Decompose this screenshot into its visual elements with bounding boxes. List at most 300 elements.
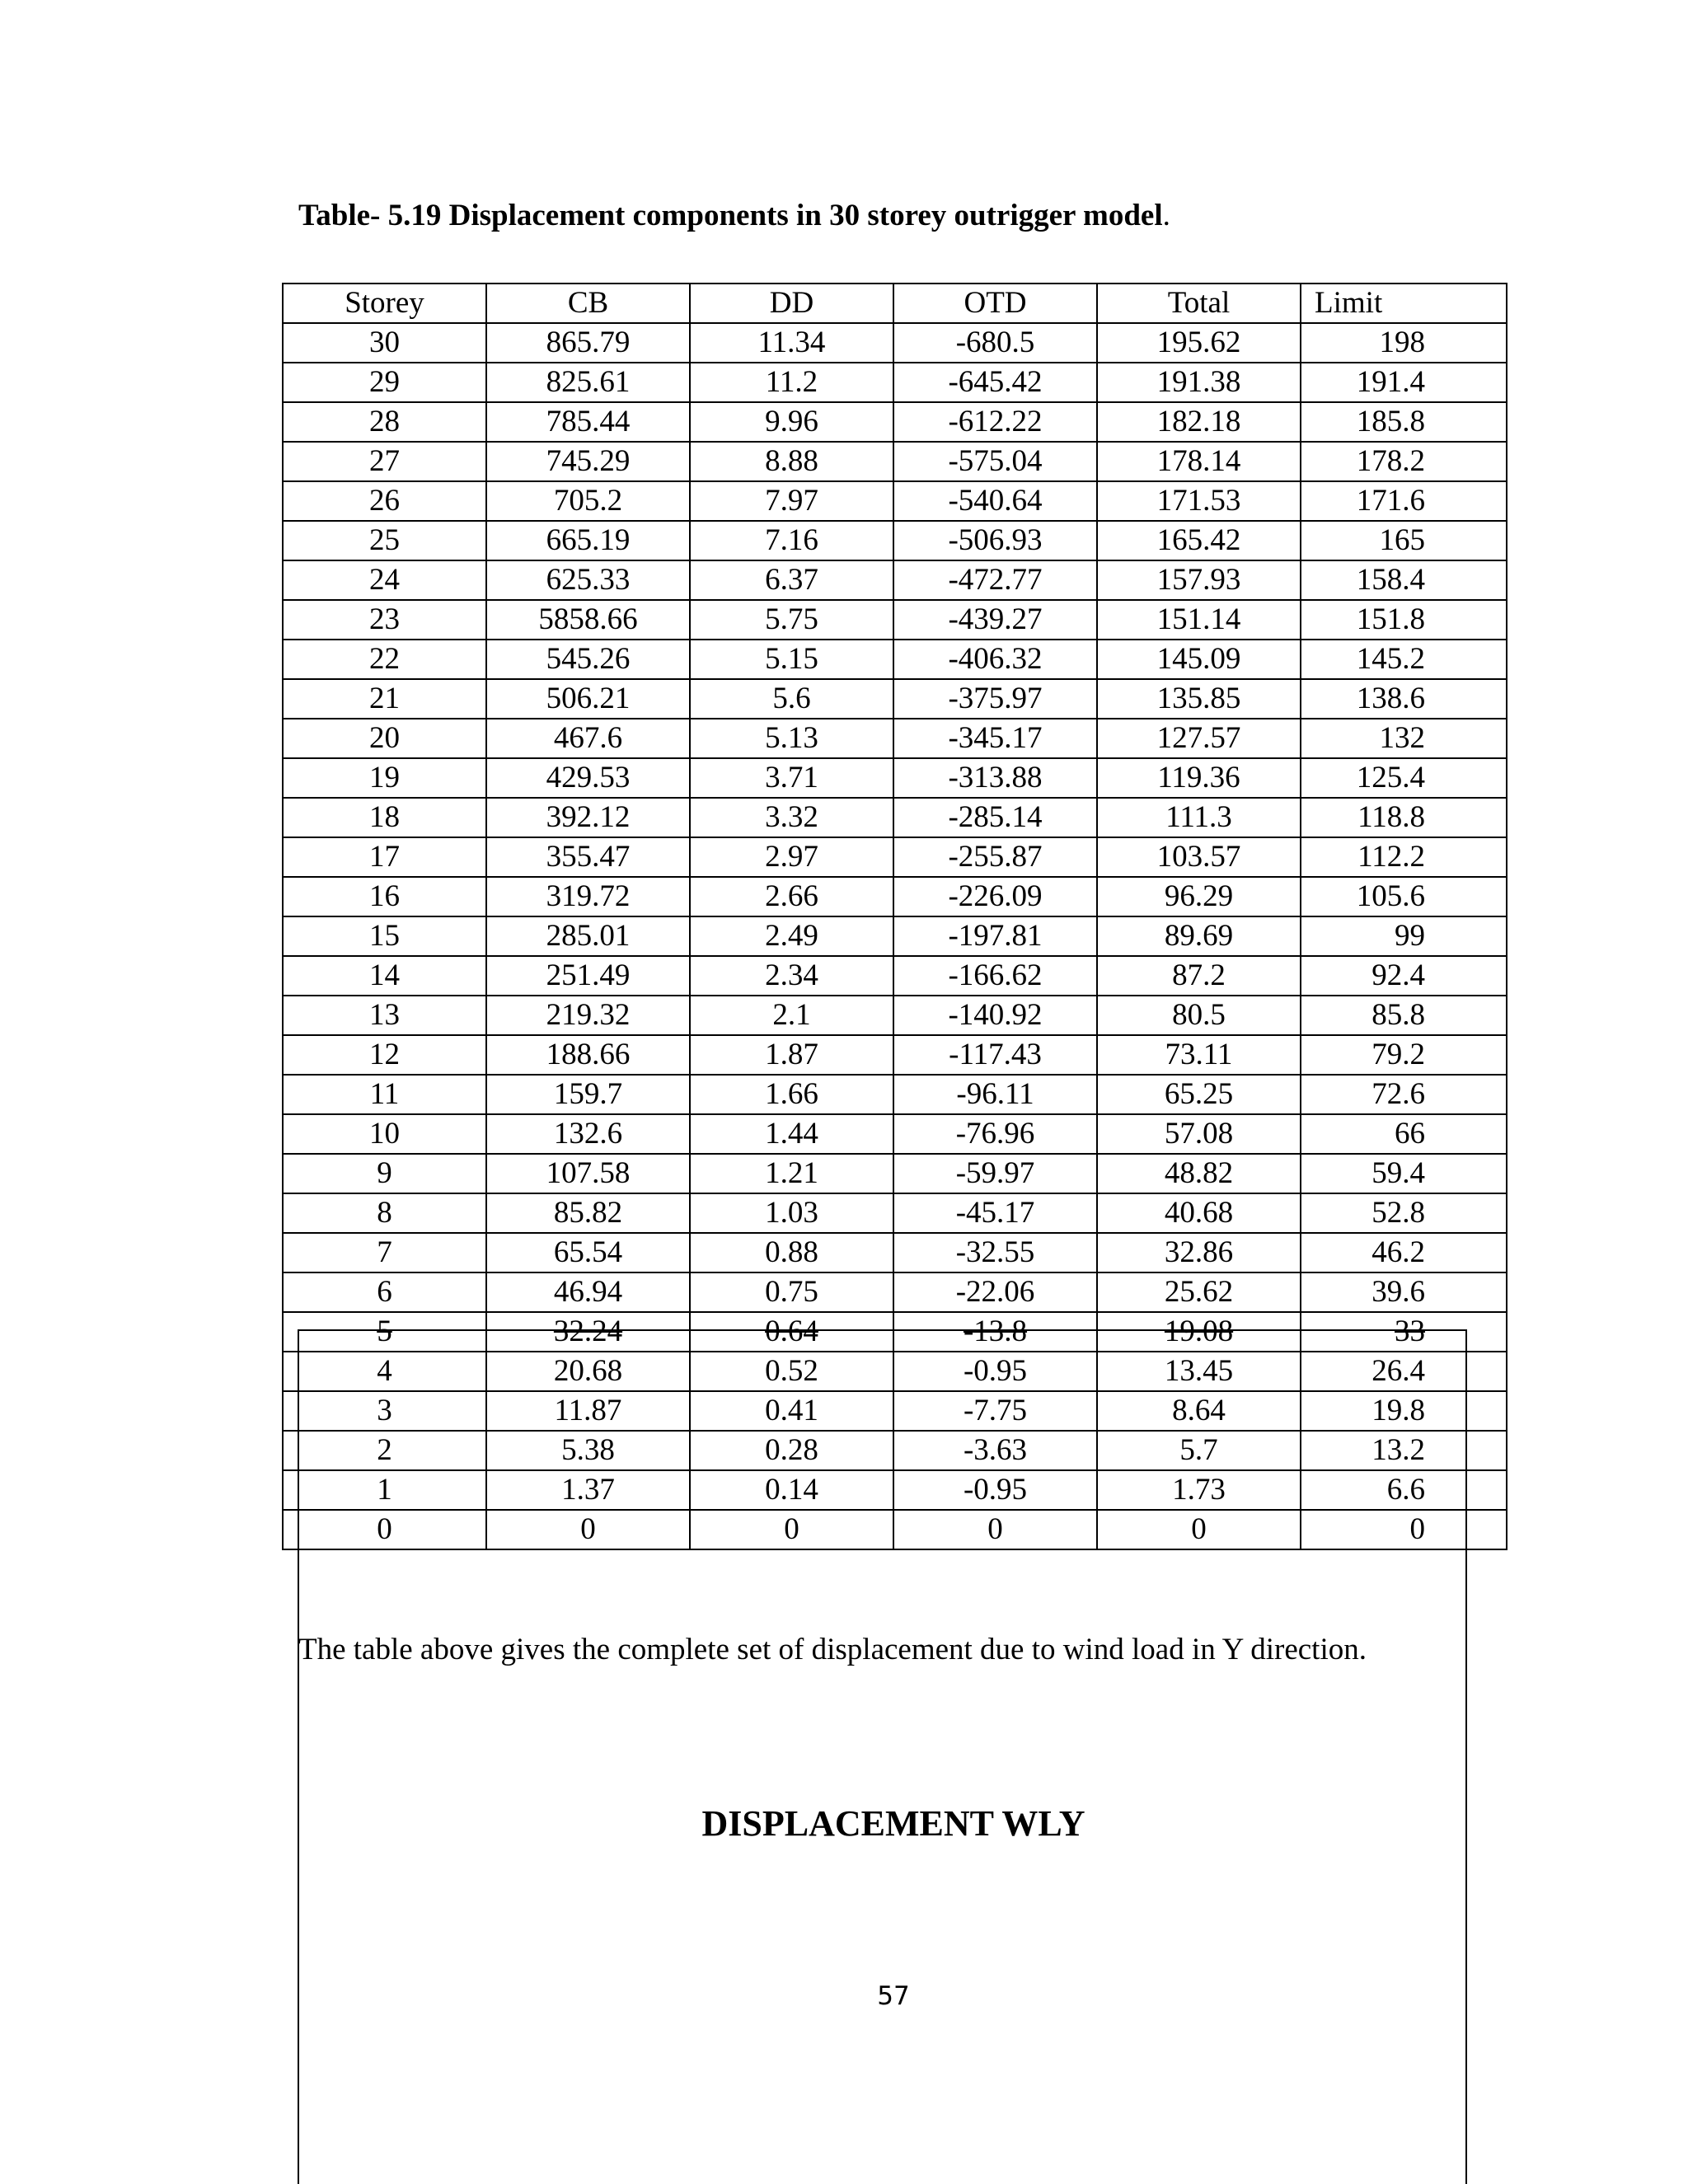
- cell-value: 2: [377, 1433, 392, 1467]
- cell-otd: [893, 1075, 1097, 1114]
- cell-otd: [893, 1193, 1097, 1233]
- cell-storey: [283, 1510, 486, 1549]
- cell-dd: [690, 877, 893, 916]
- cell-value: 66: [1395, 1117, 1425, 1151]
- cell-value: 0: [1409, 1512, 1425, 1546]
- table-row: [283, 402, 1507, 442]
- table-row: [283, 877, 1507, 916]
- cell-total: [1097, 1312, 1301, 1352]
- cell-value: -13.8: [963, 1315, 1028, 1348]
- cell-otd: [893, 1391, 1097, 1431]
- cell-value: 5.15: [765, 642, 818, 676]
- cell-otd: [893, 640, 1097, 679]
- cell-value: 19.08: [1164, 1315, 1234, 1348]
- cell-value: 132: [1379, 721, 1425, 755]
- cell-value: -345.17: [948, 721, 1043, 755]
- cell-value: 159.7: [553, 1077, 623, 1111]
- table-row: [283, 719, 1507, 758]
- cell-limit: [1301, 1391, 1507, 1431]
- cell-cb: [486, 1035, 690, 1075]
- cell-limit: [1301, 1352, 1507, 1391]
- cell-limit: [1301, 1114, 1507, 1154]
- cell-value: 0.41: [765, 1394, 818, 1427]
- table-caption-title: Table- 5.19 Displacement components in 30 storey outrigger model: [298, 199, 1163, 232]
- cell-storey: [283, 996, 486, 1035]
- cell-limit: [1301, 363, 1507, 402]
- cell-value: 8.64: [1172, 1394, 1226, 1427]
- cell-cb: [486, 758, 690, 798]
- cell-dd: [690, 719, 893, 758]
- cell-value: 2.97: [765, 840, 818, 874]
- cell-value: -285.14: [948, 800, 1043, 834]
- cell-value: 107.58: [546, 1156, 631, 1190]
- cell-value: 1.66: [765, 1077, 818, 1111]
- cell-dd: [690, 996, 893, 1035]
- cell-value: -313.88: [948, 761, 1043, 794]
- cell-value: 0.52: [765, 1354, 818, 1388]
- cell-limit: [1301, 1154, 1507, 1193]
- cell-dd: [690, 1431, 893, 1470]
- cell-otd: [893, 442, 1097, 481]
- cell-total: [1097, 1114, 1301, 1154]
- cell-value: -472.77: [948, 563, 1043, 597]
- cell-limit: [1301, 837, 1507, 877]
- cell-limit: [1301, 640, 1507, 679]
- cell-storey: [283, 442, 486, 481]
- table-row: [283, 323, 1507, 363]
- cell-cb: [486, 956, 690, 996]
- cell-otd: [893, 402, 1097, 442]
- cell-storey: [283, 798, 486, 837]
- table-body: [283, 323, 1507, 1549]
- cell-cb: [486, 1193, 690, 1233]
- cell-otd: [893, 1431, 1097, 1470]
- cell-value: 46.94: [553, 1275, 623, 1309]
- cell-value: 111.3: [1165, 800, 1232, 834]
- cell-value: 745.29: [546, 444, 631, 478]
- cell-dd: [690, 1352, 893, 1391]
- cell-storey: [283, 402, 486, 442]
- cell-storey: [283, 1114, 486, 1154]
- cell-cb: [486, 1352, 690, 1391]
- cell-total: [1097, 640, 1301, 679]
- cell-otd: [893, 996, 1097, 1035]
- cell-dd: [690, 679, 893, 719]
- cell-otd: [893, 481, 1097, 521]
- cell-value: -0.95: [963, 1473, 1028, 1507]
- page-number: 57: [877, 1981, 910, 2011]
- cell-value: 99: [1395, 919, 1425, 953]
- cell-value: -439.27: [948, 602, 1043, 636]
- cell-storey: [283, 521, 486, 560]
- cell-value: 0: [987, 1512, 1003, 1546]
- cell-cb: [486, 600, 690, 640]
- cell-value: 96.29: [1164, 879, 1234, 913]
- cell-dd: [690, 1510, 893, 1549]
- cell-value: 11.34: [757, 326, 826, 359]
- cell-dd: [690, 1114, 893, 1154]
- cell-value: 29: [369, 365, 400, 399]
- cell-cb: [486, 402, 690, 442]
- cell-value: 5858.66: [538, 602, 638, 636]
- cell-value: 355.47: [546, 840, 631, 874]
- cell-value: -612.22: [948, 405, 1043, 438]
- cell-storey: [283, 600, 486, 640]
- cell-storey: [283, 719, 486, 758]
- cell-total: [1097, 1470, 1301, 1510]
- cell-value: 5.13: [765, 721, 818, 755]
- cell-value: 65.25: [1164, 1077, 1234, 1111]
- cell-value: 1.44: [765, 1117, 818, 1151]
- cell-value: 6.6: [1386, 1473, 1425, 1507]
- cell-value: -506.93: [948, 523, 1043, 557]
- cell-value: 20.68: [553, 1354, 623, 1388]
- cell-storey: [283, 323, 486, 363]
- cell-value: 125.4: [1356, 761, 1425, 794]
- cell-value: 2.1: [772, 998, 811, 1032]
- cell-dd: [690, 1470, 893, 1510]
- cell-cb: [486, 996, 690, 1035]
- cell-total: [1097, 837, 1301, 877]
- body-paragraph: The table above gives the complete set of displacement due to wind load in Y direction.: [298, 1633, 1367, 1666]
- cell-value: 57.08: [1164, 1117, 1234, 1151]
- cell-limit: [1301, 521, 1507, 560]
- cell-cb: [486, 442, 690, 481]
- cell-value: -0.95: [963, 1354, 1028, 1388]
- cell-value: 119.36: [1157, 761, 1240, 794]
- cell-value: 1.37: [561, 1473, 615, 1507]
- cell-value: 92.4: [1372, 958, 1425, 992]
- cell-value: 8: [377, 1196, 392, 1230]
- cell-value: 178.14: [1156, 444, 1241, 478]
- cell-otd: [893, 1470, 1097, 1510]
- displacement-table: [282, 283, 1507, 1550]
- cell-value: 2.66: [765, 879, 818, 913]
- cell-value: -540.64: [948, 484, 1043, 518]
- table-row: [283, 956, 1507, 996]
- cell-value: -406.32: [948, 642, 1043, 676]
- table-caption-period: .: [1162, 199, 1170, 232]
- cell-value: -76.96: [955, 1117, 1035, 1151]
- cell-value: 79.2: [1372, 1038, 1425, 1071]
- table-header: [283, 284, 1507, 323]
- header-limit: Limit: [1301, 284, 1507, 323]
- cell-value: 18: [369, 800, 400, 834]
- cell-value: 429.53: [546, 761, 631, 794]
- cell-value: 785.44: [546, 405, 631, 438]
- cell-value: 13: [369, 998, 400, 1032]
- cell-dd: [690, 1391, 893, 1431]
- cell-storey: [283, 481, 486, 521]
- cell-value: 85.8: [1372, 998, 1425, 1032]
- cell-value: 1.03: [765, 1196, 818, 1230]
- cell-value: 178.2: [1356, 444, 1425, 478]
- cell-value: 151.14: [1156, 602, 1241, 636]
- cell-dd: [690, 1035, 893, 1075]
- cell-value: 11: [369, 1077, 400, 1111]
- cell-value: 80.5: [1172, 998, 1226, 1032]
- cell-value: 24: [369, 563, 400, 597]
- cell-otd: [893, 837, 1097, 877]
- cell-otd: [893, 521, 1097, 560]
- cell-value: 0: [580, 1512, 596, 1546]
- table-row: [283, 1114, 1507, 1154]
- cell-storey: [283, 1154, 486, 1193]
- cell-cb: [486, 1470, 690, 1510]
- cell-value: 0.88: [765, 1235, 818, 1269]
- cell-otd: [893, 363, 1097, 402]
- cell-value: 48.82: [1164, 1156, 1234, 1190]
- table-row: [283, 1154, 1507, 1193]
- cell-dd: [690, 1233, 893, 1272]
- table-row: [283, 1470, 1507, 1510]
- cell-value: -255.87: [948, 840, 1043, 874]
- cell-otd: [893, 916, 1097, 956]
- table-row: [283, 1391, 1507, 1431]
- table-row: [283, 1312, 1507, 1352]
- cell-value: 0.28: [765, 1433, 818, 1467]
- cell-dd: [690, 1272, 893, 1312]
- cell-limit: [1301, 719, 1507, 758]
- cell-storey: [283, 1391, 486, 1431]
- cell-otd: [893, 679, 1097, 719]
- cell-value: 165: [1379, 523, 1425, 557]
- cell-otd: [893, 1233, 1097, 1272]
- cell-value: 6.37: [765, 563, 818, 597]
- cell-otd: [893, 1272, 1097, 1312]
- cell-total: [1097, 1431, 1301, 1470]
- cell-cb: [486, 1510, 690, 1549]
- cell-value: -59.97: [955, 1156, 1035, 1190]
- cell-value: 14: [369, 958, 400, 992]
- cell-value: 0: [377, 1512, 392, 1546]
- cell-cb: [486, 560, 690, 600]
- cell-value: 3: [377, 1394, 392, 1427]
- cell-cb: [486, 719, 690, 758]
- cell-value: 32.86: [1164, 1235, 1234, 1269]
- cell-total: [1097, 323, 1301, 363]
- cell-value: 157.93: [1156, 563, 1241, 597]
- cell-value: 5.6: [772, 682, 811, 715]
- cell-otd: [893, 719, 1097, 758]
- cell-otd: [893, 1312, 1097, 1352]
- cell-storey: [283, 363, 486, 402]
- cell-value: 7.97: [765, 484, 818, 518]
- cell-value: 25: [369, 523, 400, 557]
- cell-storey: [283, 916, 486, 956]
- cell-value: 10: [369, 1117, 400, 1151]
- cell-value: 2.34: [765, 958, 818, 992]
- cell-value: -117.43: [949, 1038, 1042, 1071]
- cell-value: 0.64: [765, 1315, 818, 1348]
- cell-value: -140.92: [948, 998, 1043, 1032]
- cell-storey: [283, 877, 486, 916]
- cell-value: 39.6: [1372, 1275, 1425, 1309]
- cell-value: 182.18: [1156, 405, 1241, 438]
- cell-value: 251.49: [546, 958, 631, 992]
- cell-dd: [690, 323, 893, 363]
- cell-limit: [1301, 402, 1507, 442]
- cell-value: 145.09: [1156, 642, 1241, 676]
- cell-value: 4: [377, 1354, 392, 1388]
- table-row: [283, 1352, 1507, 1391]
- cell-otd: [893, 600, 1097, 640]
- cell-value: 112.2: [1357, 840, 1425, 874]
- cell-value: 135.85: [1156, 682, 1241, 715]
- cell-limit: [1301, 877, 1507, 916]
- table-row: [283, 1510, 1507, 1549]
- cell-cb: [486, 481, 690, 521]
- table-row: [283, 837, 1507, 877]
- cell-cb: [486, 679, 690, 719]
- cell-cb: [486, 916, 690, 956]
- cell-value: 7.16: [765, 523, 818, 557]
- cell-otd: [893, 560, 1097, 600]
- cell-total: [1097, 1272, 1301, 1312]
- cell-value: 65.54: [553, 1235, 623, 1269]
- cell-otd: [893, 1510, 1097, 1549]
- table-row: [283, 1193, 1507, 1233]
- cell-storey: [283, 1431, 486, 1470]
- cell-value: 219.32: [546, 998, 631, 1032]
- cell-dd: [690, 837, 893, 877]
- cell-value: -45.17: [955, 1196, 1035, 1230]
- cell-total: [1097, 1154, 1301, 1193]
- cell-value: 7: [377, 1235, 392, 1269]
- cell-value: 0.75: [765, 1275, 818, 1309]
- cell-limit: [1301, 560, 1507, 600]
- cell-total: [1097, 402, 1301, 442]
- cell-otd: [893, 877, 1097, 916]
- cell-total: [1097, 442, 1301, 481]
- cell-value: 13.2: [1372, 1433, 1425, 1467]
- cell-value: -96.11: [956, 1077, 1034, 1111]
- cell-cb: [486, 521, 690, 560]
- table-row: [283, 1035, 1507, 1075]
- cell-total: [1097, 521, 1301, 560]
- table-row: [283, 916, 1507, 956]
- cell-value: 5: [377, 1315, 392, 1348]
- cell-cb: [486, 1312, 690, 1352]
- cell-total: [1097, 719, 1301, 758]
- cell-value: 145.2: [1356, 642, 1425, 676]
- cell-value: -32.55: [955, 1235, 1035, 1269]
- cell-value: 13.45: [1164, 1354, 1234, 1388]
- cell-value: 0.14: [765, 1473, 818, 1507]
- cell-limit: [1301, 996, 1507, 1035]
- cell-value: 9: [377, 1156, 392, 1190]
- cell-value: 118.8: [1357, 800, 1425, 834]
- cell-dd: [690, 1193, 893, 1233]
- table-row: [283, 363, 1507, 402]
- cell-cb: [486, 1075, 690, 1114]
- cell-value: -645.42: [948, 365, 1043, 399]
- cell-value: 52.8: [1372, 1196, 1425, 1230]
- cell-value: 2.49: [765, 919, 818, 953]
- cell-value: 191.4: [1356, 365, 1425, 399]
- header-cb: CB: [486, 284, 690, 323]
- cell-otd: [893, 758, 1097, 798]
- cell-storey: [283, 1075, 486, 1114]
- header-storey: Storey: [283, 284, 486, 323]
- cell-cb: [486, 1391, 690, 1431]
- cell-cb: [486, 640, 690, 679]
- header-dd: DD: [690, 284, 893, 323]
- cell-otd: [893, 1035, 1097, 1075]
- cell-cb: [486, 363, 690, 402]
- cell-value: 9.96: [765, 405, 818, 438]
- cell-value: 46.2: [1372, 1235, 1425, 1269]
- cell-storey: [283, 837, 486, 877]
- cell-total: [1097, 877, 1301, 916]
- cell-total: [1097, 1233, 1301, 1272]
- cell-value: 5.7: [1179, 1433, 1218, 1467]
- cell-value: 319.72: [546, 879, 631, 913]
- cell-dd: [690, 956, 893, 996]
- cell-value: 17: [369, 840, 400, 874]
- cell-cb: [486, 1431, 690, 1470]
- cell-total: [1097, 758, 1301, 798]
- cell-value: 32.24: [553, 1315, 623, 1348]
- cell-value: -375.97: [948, 682, 1043, 715]
- cell-value: 19: [369, 761, 400, 794]
- cell-value: 3.71: [765, 761, 818, 794]
- cell-limit: [1301, 1312, 1507, 1352]
- table-row: [283, 758, 1507, 798]
- cell-value: 198: [1379, 326, 1425, 359]
- cell-total: [1097, 600, 1301, 640]
- table-row: [283, 560, 1507, 600]
- cell-dd: [690, 442, 893, 481]
- cell-value: 21: [369, 682, 400, 715]
- cell-total: [1097, 1352, 1301, 1391]
- cell-value: 12: [369, 1038, 400, 1071]
- cell-value: -3.63: [963, 1433, 1028, 1467]
- cell-otd: [893, 1352, 1097, 1391]
- cell-value: 105.6: [1356, 879, 1425, 913]
- cell-value: 285.01: [546, 919, 631, 953]
- cell-value: 1: [377, 1473, 392, 1507]
- table-row: [283, 1431, 1507, 1470]
- cell-storey: [283, 1193, 486, 1233]
- cell-value: -22.06: [955, 1275, 1035, 1309]
- cell-limit: [1301, 798, 1507, 837]
- cell-dd: [690, 600, 893, 640]
- cell-dd: [690, 481, 893, 521]
- cell-value: 89.69: [1164, 919, 1234, 953]
- cell-value: -680.5: [955, 326, 1035, 359]
- cell-value: 15: [369, 919, 400, 953]
- cell-value: 59.4: [1372, 1156, 1425, 1190]
- cell-storey: [283, 1035, 486, 1075]
- cell-value: -197.81: [948, 919, 1043, 953]
- cell-value: 103.57: [1156, 840, 1241, 874]
- cell-value: 506.21: [546, 682, 631, 715]
- cell-value: 188.66: [546, 1038, 631, 1071]
- cell-value: 87.2: [1172, 958, 1226, 992]
- cell-storey: [283, 1312, 486, 1352]
- table-row: [283, 996, 1507, 1035]
- header-otd: OTD: [893, 284, 1097, 323]
- cell-dd: [690, 363, 893, 402]
- cell-dd: [690, 916, 893, 956]
- cell-dd: [690, 758, 893, 798]
- cell-cb: [486, 1154, 690, 1193]
- cell-storey: [283, 1233, 486, 1272]
- cell-total: [1097, 798, 1301, 837]
- cell-value: 1.73: [1172, 1473, 1226, 1507]
- cell-limit: [1301, 758, 1507, 798]
